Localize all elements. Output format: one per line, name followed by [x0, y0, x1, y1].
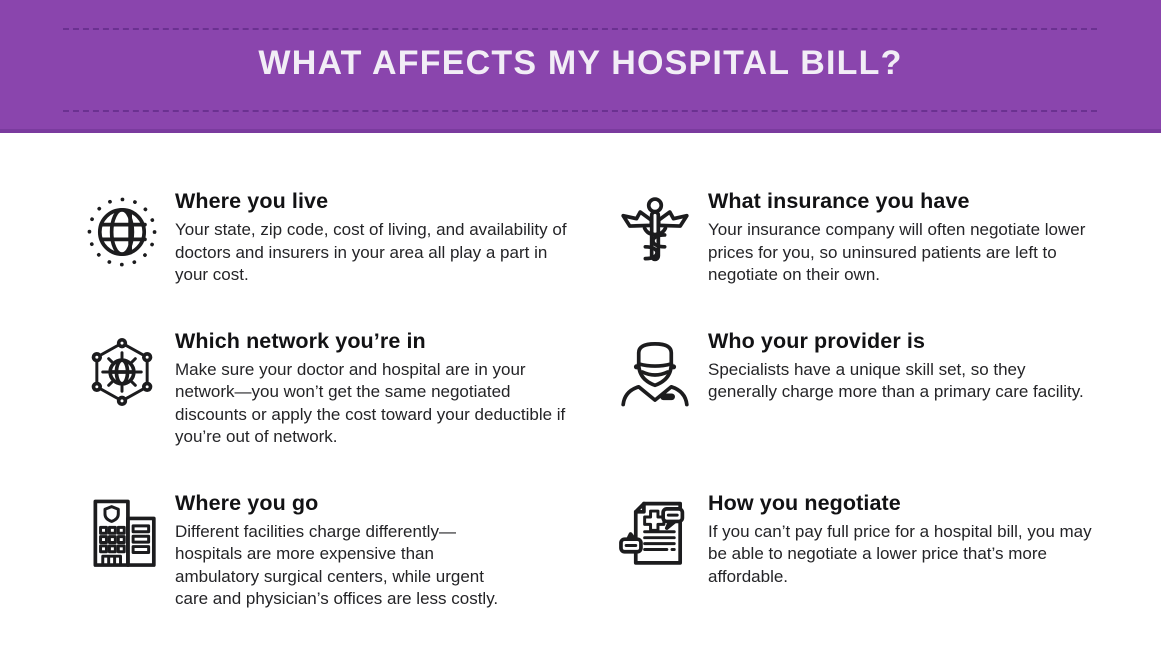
item-text [708, 189, 1092, 287]
items-grid [0, 133, 1161, 611]
item-body: If you can’t pay full price for a hospital bill, you may be able to negotiate a lower price that’s more affordable. [708, 521, 1092, 586]
item-text [175, 491, 513, 611]
item-title: Where you live [175, 189, 329, 213]
item-what-insurance [618, 189, 1131, 287]
item-text [708, 491, 1092, 589]
item-title: How you negotiate [708, 490, 901, 515]
item-title: What insurance you have [708, 189, 970, 213]
medical-bill-negotiation-icon [618, 491, 708, 575]
globe-icon [85, 189, 175, 273]
item-title: Who your provider is [708, 328, 926, 353]
item-title: Which network you’re in [175, 328, 426, 353]
item-title: Where you go [175, 490, 319, 515]
item-body: Specialists have a unique skill set, so they generally charge more than a primary care facility. [708, 359, 1084, 401]
item-body: Your insurance company will often negotiate lower prices for you, so uninsured patients are left to negotiate on their own. [708, 220, 1086, 284]
item-who-provider [618, 329, 1131, 449]
item-text [175, 189, 583, 287]
item-body: Different facilities charge differently—hospitals are more expensive than ambulatory surgical centers, while urgent care and physician’s offices are less costly. [175, 521, 499, 608]
item-text [175, 329, 583, 449]
surgeon-icon [618, 329, 708, 413]
item-how-negotiate [618, 491, 1131, 611]
header-dashed-divider-bottom [63, 110, 1097, 112]
network-icon [85, 329, 175, 413]
item-body: Make sure your doctor and hospital are in your network—you won’t get the same negotiated discounts or apply the cost toward your deductible if you’re out of network. [175, 359, 566, 446]
header-dashed-divider-top [63, 28, 1097, 30]
item-where-you-live [85, 189, 618, 287]
item-where-you-go [85, 491, 618, 611]
page-title: WHAT AFFECTS MY HOSPITAL BILL? [258, 43, 903, 82]
header-band [0, 0, 1161, 133]
caduceus-icon [618, 189, 708, 273]
hospital-buildings-icon [85, 491, 175, 575]
item-body: Your state, zip code, cost of living, and availability of doctors and insurers in your area all play a part in your cost. [175, 220, 567, 284]
item-text [708, 329, 1092, 404]
item-which-network [85, 329, 618, 449]
